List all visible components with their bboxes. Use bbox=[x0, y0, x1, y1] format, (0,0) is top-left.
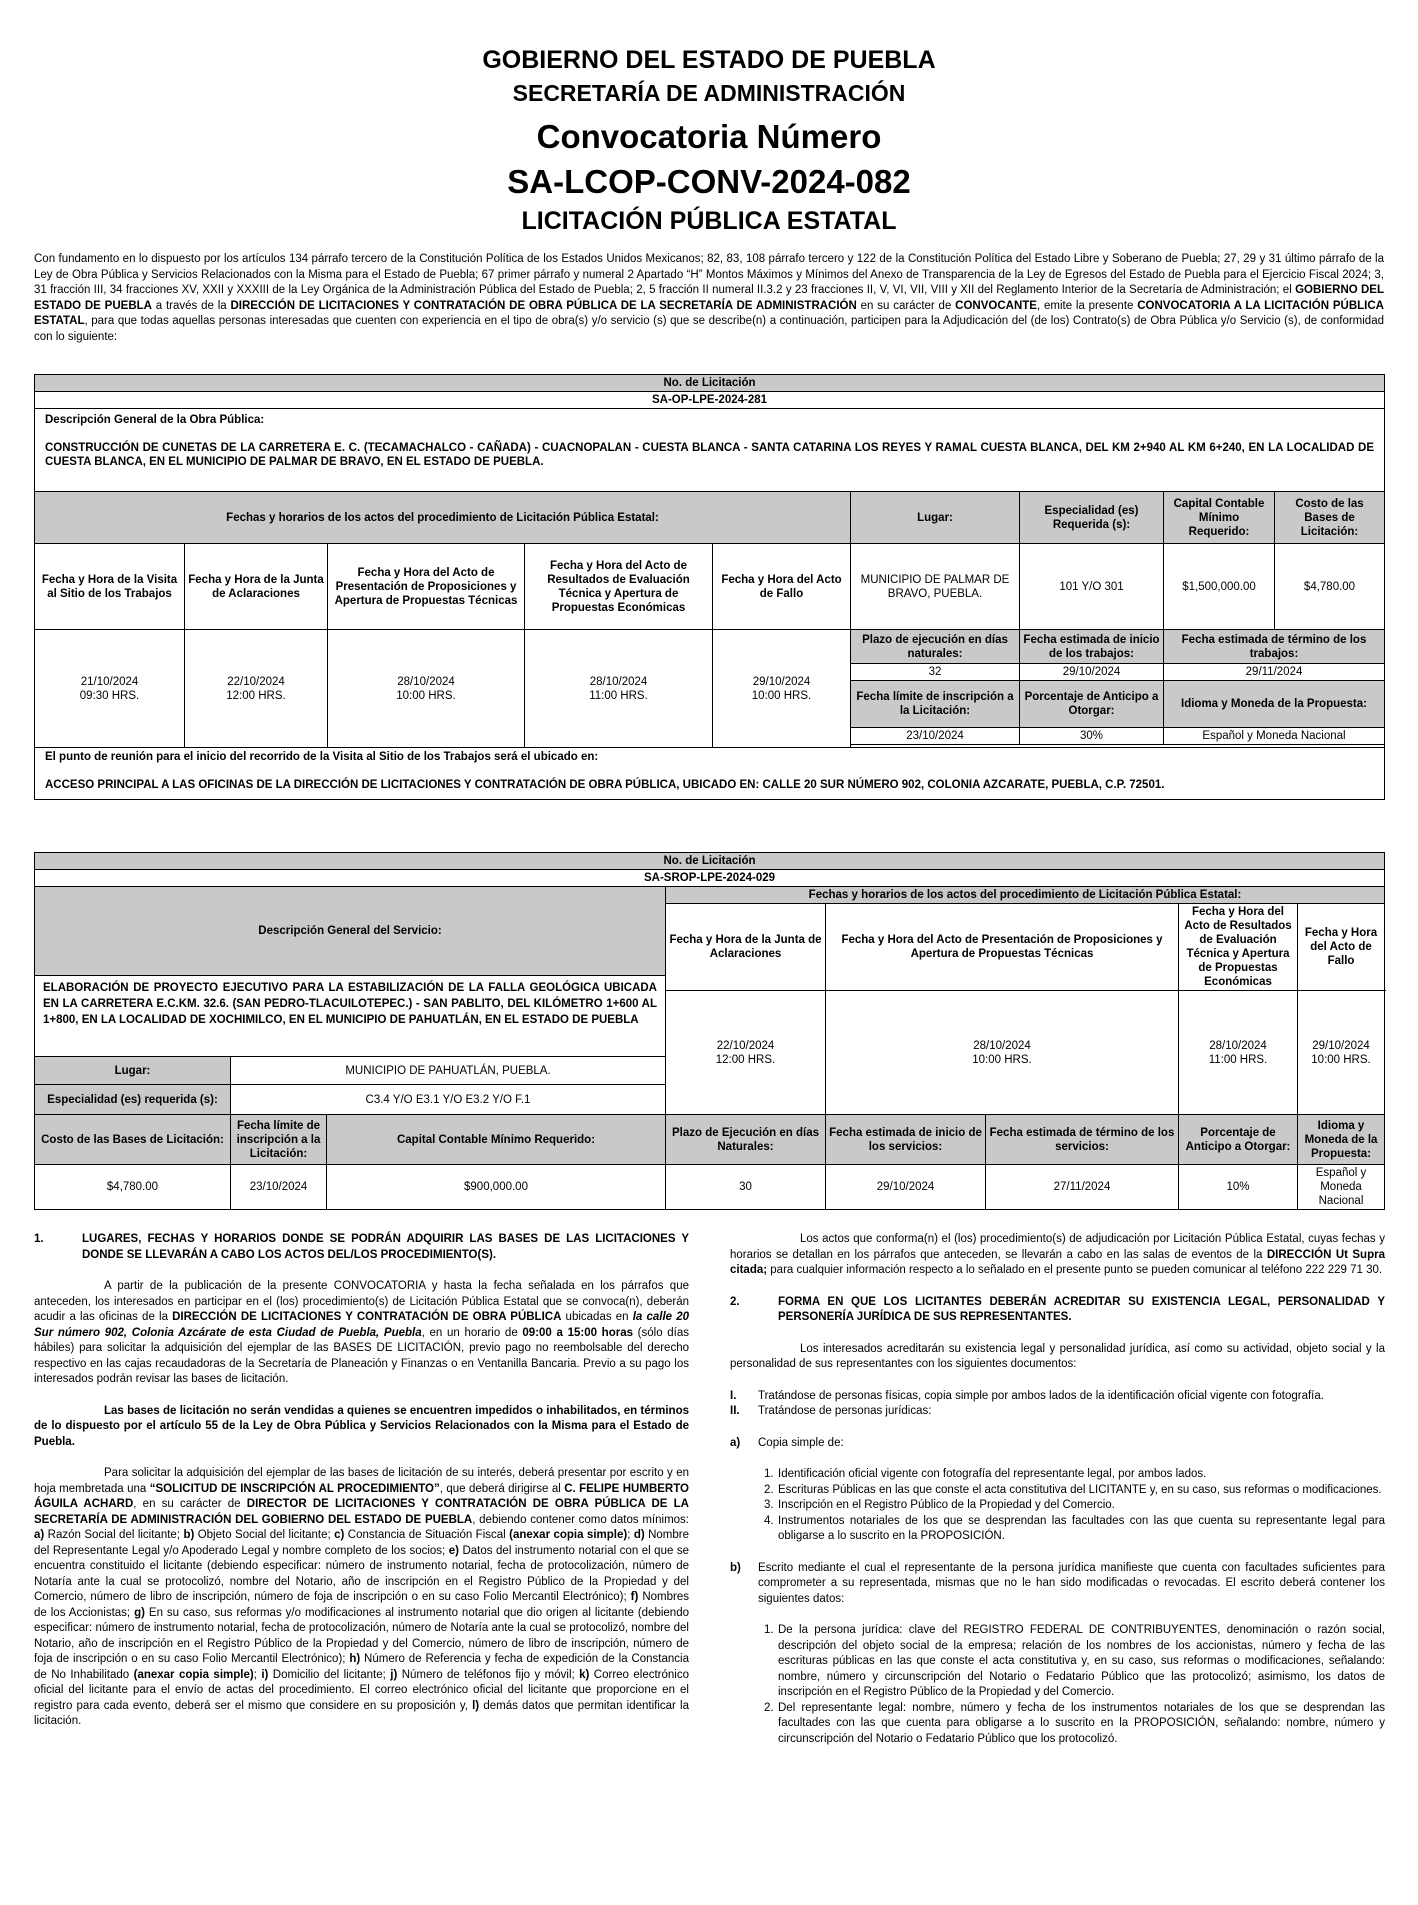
inicio-label: Fecha estimada de inicio de los trabajos: bbox=[1020, 630, 1164, 664]
inicio-value: 29/10/2024 bbox=[826, 1165, 986, 1210]
punto-reunion-label: El punto de reunión para el inicio del recorrido de la Visita al Sitio de los Trabajos será el ubicado en: bbox=[45, 751, 599, 763]
item-a-4: 4. Instrumentos notariales de los que se desprendan las facultades con las que cuenta su representante legal para obligarse a lo suscrito en la PROPOSICIÓN. bbox=[764, 1514, 1385, 1542]
limite-label: Fecha límite de inscripción a la Licitación: bbox=[851, 681, 1020, 728]
section-1-paragraph-2: Las bases de licitación no serán vendidas a quienes se encuentren impedidos o inhabilitados, en términos de lo dispuesto por el artículo 55 de la Ley de Obra Pública y Servicios Relacionados con la Misma para el Estado de Puebla. bbox=[34, 1404, 689, 1448]
body-left-column bbox=[34, 1232, 689, 1730]
intro-paragraph: Con fundamento en lo dispuesto por los artículos 134 párrafo tercero de la Constitución Política de los Estados Unidos Mexicanos; 82, 83, 108 párrafo tercero y 122 de la Constitución Política del Estado Libre y Soberano de Puebla; 27, 29 y 31 último párrafo de la Ley de Obra Pública y Servicios Relacionados con la Misma para el Estado de Puebla; 67 primer párrafo y numeral 2 Apartado “H” Montos Máximos y Mínimos del Anexo de Transparencia de la Ley de Egresos del Estado de Puebla para el Ejercicio Fiscal 2024; 3, 31 fracción III, 34 fracciones XV, XXII y XXXIII de la Ley Orgánica de la Administración Pública del Estado de Puebla; 2, 5 fracción II numeral II.3.2 y 23 fracciones II, V, VI, VII, VIII y XII del Reglamento Interior de la Secretaría de Administración; el GOBIERNO DEL ESTADO DE PUEBLA a través de la DIRECCIÓN DE LICITACIONES Y CONTRATACIÓN DE OBRA PÚBLICA DE LA SECRETARÍA DE ADMINISTRACIÓN en su carácter de CONVOCANTE, emite la presente CONVOCATORIA A LA LICITACIÓN PÚBLICA ESTATAL, para que todas aquellas personas interesadas que cuenten con experiencia en el tipo de obra(s) y/o servicio (s) que se describe(n) a continuación, participen para la Adjudicación del (de los) Contrato(s) de Obra Pública y/o Servicio (s), de conformidad con lo siguiente: bbox=[34, 253, 1385, 343]
section-1-title: 1. LUGARES, FECHAS Y HORARIOS DONDE SE PODRÁN ADQUIRIR LAS BASES DE LAS LICITACIONES Y DONDE SE LLEVARÁN A CABO LOS ACTOS DEL/LOS PROCEDIMIENTO(S). bbox=[34, 1233, 689, 1261]
header-convocatoria-label: Convocatoria Número bbox=[536, 118, 882, 155]
item-b-2: 2. Del representante legal: nombre, número y fecha de los instrumentos notariales de los que se desprendan las facultades con las que cuenta para obligarse a lo suscrito en la PROPOSICIÓN, señalando: nombre, número y circunscripción del Notario o Fedatario Público que los protocolizó. bbox=[764, 1701, 1385, 1745]
item-a-3: 3. Inscripción en el Registro Público de la Propiedad y del Comercio. bbox=[764, 1499, 1115, 1511]
limite-label: Fecha límite de inscripción a la Licitación: bbox=[231, 1115, 327, 1165]
visita-datetime: 21/10/2024 09:30 HRS. bbox=[35, 630, 185, 748]
idioma-label: Idioma y Moneda de la Propuesta: bbox=[1164, 681, 1385, 728]
col-resultados-header: Fecha y Hora del Acto de Resultados de Evaluación Técnica y Apertura de Propuestas Económicas bbox=[1179, 904, 1298, 991]
punto-reunion-cell bbox=[35, 748, 1385, 800]
inicio-value: 29/10/2024 bbox=[1020, 664, 1164, 681]
item-i: I. Tratándose de personas físicas, copia simple por ambos lados de la identificación oficial vigente con fotografía. bbox=[730, 1389, 1324, 1402]
no-licitacion-label: No. de Licitación bbox=[35, 375, 1385, 392]
limite-value: 23/10/2024 bbox=[231, 1165, 327, 1210]
descripcion-label: Descripción General de la Obra Pública: bbox=[45, 414, 265, 426]
col-visita-header: Fecha y Hora de la Visita al Sitio de los Trabajos bbox=[35, 544, 185, 630]
section-2-paragraph-1: Los interesados acreditarán su existencia legal y personalidad jurídica, así como su actividad, objeto social y la personalidad de sus representantes con los siguientes documentos: bbox=[730, 1342, 1385, 1370]
limite-value: 23/10/2024 bbox=[851, 728, 1020, 745]
section-1-paragraph-3: Para solicitar la adquisición del ejemplar de las bases de licitación de su interés, deberá presentar por escrito y en hoja membretada una “SOLICITUD DE INSCRIPCIÓN AL PROCEDIMIENTO”, que deberá dirigirse al C. FELIPE HUMBERTO ÁGUILA ACHARD, en su carácter de DIRECTOR DE LICITACIONES Y CONTRATACIÓN DE OBRA PÚBLICA DE LA SECRETARÍA DE ADMINISTRACIÓN DEL GOBIERNO DEL ESTADO DE PUEBLA, debiendo contener como datos mínimos: a) Razón Social del licitante; b) Objeto Social del licitante; c) Constancia de Situación Fiscal (anexar copia simple); d) Nombre del Representante Legal y/o Apoderado Legal y nombre completo de los socios; e) Datos del instrumento notarial con el que se encuentra constituido el licitante (debiendo especificar: número de instrumento notarial, fecha de protocolización, número de Notaría ante la cual se protocolizó, nombre del Notario, año de inscripción en el Registro Público de la Propiedad y del Comercio, número de libro de inscripción, número de foja de inscripción o en su caso Folio Mercantil Electrónico); f) Nombres de los Accionistas; g) En su caso, sus reformas y/o modificaciones al instrumento notarial que dio origen al licitante (debiendo especificar: número de instrumento notarial, fecha de protocolización, número de Notaría ante la cual se protocolizó, nombre del Notario, año de inscripción en el Registro Público de la Propiedad y del Comercio, número de libro de inscripción, número de foja de inscripción o en su caso Folio Mercantil Electrónico); h) Número de Referencia y fecha de expedición de la Constancia de No Inhabilitado (anexar copia simple); i) Domicilio del licitante; j) Número de teléfonos fijo y móvil; k) Correo electrónico oficial del licitante para el envío de actas del procedimiento. El correo electrónico oficial del licitante que proporcione en el registro para cada evento, deberá ser el mismo que considere en su proposición y, l) demás datos que permitan identificar la licitación. bbox=[34, 1467, 690, 1727]
termino-value: 27/11/2024 bbox=[986, 1165, 1179, 1210]
no-licitacion-value: SA-OP-LPE-2024-281 bbox=[35, 392, 1385, 409]
licitacion-table-servicio bbox=[34, 852, 1385, 1210]
descripcion-value: ELABORACIÓN DE PROYECTO EJECUTIVO PARA LA ESTABILIZACIÓN DE LA FALLA GEOLÓGICA UBICADA EN LA CARRETERA E.C.KM. 32.6. (SAN PEDRO-TLACUILOTEPEC.) - SAN PABLITO, DEL KILÓMETRO 1+600 AL 1+800, EN LA LOCALIDAD DE XOCHIMILCO, EN EL MUNICIPIO DE PAHUATLÁN, EN EL ESTADO DE PUEBLA bbox=[35, 976, 666, 1057]
plazo-label: Plazo de ejecución en días naturales: bbox=[851, 630, 1020, 664]
lugar-label: Lugar: bbox=[851, 492, 1020, 544]
capital-label: Capital Contable Mínimo Requerido: bbox=[327, 1115, 666, 1165]
plazo-value: 32 bbox=[851, 664, 1020, 681]
no-licitacion-label: No. de Licitación bbox=[35, 853, 1385, 870]
col-junta-header: Fecha y Hora de la Junta de Aclaraciones bbox=[185, 544, 328, 630]
section-1-paragraph-4: Los actos que conforma(n) el (los) procedimiento(s) de adjudicación por Licitación Pública Estatal, cuyas fechas y horarios se detallan en los párrafos que anteceden, se llevarán a cabo en las salas de eventos de la DIRECCIÓN Ut Supra citada; para cualquier información respecto a lo señalado en el presente punto se pueden comunicar al teléfono 222 229 71 30. bbox=[730, 1233, 1385, 1276]
item-a: a) Copia simple de: bbox=[730, 1436, 844, 1449]
anticipo-value: 30% bbox=[1020, 728, 1164, 745]
body-right-column bbox=[730, 1232, 1385, 1747]
termino-value: 29/11/2024 bbox=[1164, 664, 1385, 681]
resultados-datetime: 28/10/2024 11:00 HRS. bbox=[1179, 991, 1298, 1115]
item-b: b) Escrito mediante el cual el representante de la persona jurídica manifieste que cuenta con facultades suficientes para comprometer a su representada, mismas que no le han sido modificadas o revocadas. El escrito deberá contener los siguientes datos: bbox=[730, 1561, 1385, 1605]
lugar-value: MUNICIPIO DE PALMAR DE BRAVO, PUEBLA. bbox=[851, 544, 1020, 630]
header-secretariat: SECRETARÍA DE ADMINISTRACIÓN bbox=[512, 80, 906, 106]
lugar-label: Lugar: bbox=[35, 1057, 231, 1085]
plazo-label: Plazo de Ejecución en días Naturales: bbox=[666, 1115, 826, 1165]
capital-value: $900,000.00 bbox=[327, 1165, 666, 1210]
item-b-1: 1. De la persona jurídica: clave del REGISTRO FEDERAL DE CONTRIBUYENTES, denominación o razón social, descripción del objeto social de la empresa; relación de los nombres de los accionistas, número y fecha de las escrituras públicas en las que conste el acta constitutiva y, en su caso, sus reformas o modificaciones, señalando: nombre, número y circunscripción del Notario o Fedatario Público que las protocolizó; asimismo, los datos de inscripción en el Registro Público de la Propiedad y del Comercio. bbox=[764, 1624, 1385, 1698]
descripcion-label: Descripción General del Servicio: bbox=[35, 887, 666, 976]
costo-label: Costo de las Bases de Licitación: bbox=[1275, 492, 1385, 544]
punto-reunion-value: ACCESO PRINCIPAL A LAS OFICINAS DE LA DIRECCIÓN DE LICITACIONES Y CONTRATACIÓN DE OBRA PÚBLICA, UBICADO EN: CALLE 20 SUR NÚMERO 902, COLONIA AZCARATE, PUEBLA, C.P. 72501. bbox=[45, 779, 1165, 791]
costo-label: Costo de las Bases de Licitación: bbox=[35, 1115, 231, 1165]
anticipo-label: Porcentaje de Anticipo a Otorgar: bbox=[1179, 1115, 1298, 1165]
header-government: GOBIERNO DEL ESTADO DE PUEBLA bbox=[482, 46, 936, 74]
lugar-value: MUNICIPIO DE PAHUATLÁN, PUEBLA. bbox=[231, 1057, 666, 1085]
col-fallo-header: Fecha y Hora del Acto de Fallo bbox=[1298, 904, 1385, 991]
especialidad-value: 101 Y/O 301 bbox=[1020, 544, 1164, 630]
junta-datetime: 22/10/2024 12:00 HRS. bbox=[185, 630, 328, 748]
item-a-1: 1. Identificación oficial vigente con fotografía del representante legal, por ambos lados. bbox=[764, 1468, 1207, 1480]
item-a-2: 2. Escrituras Públicas en las que conste el acta constitutiva del LICITANTE y, en su caso, sus reformas o modificaciones. bbox=[764, 1483, 1382, 1496]
anticipo-label: Porcentaje de Anticipo a Otorgar: bbox=[1020, 681, 1164, 728]
especialidad-value: C3.4 Y/O E3.1 Y/O E3.2 Y/O F.1 bbox=[231, 1085, 666, 1115]
section-1-paragraph-1: A partir de la publicación de la presente CONVOCATORIA y hasta la fecha señalada en los párrafos que anteceden, los interesados en participar en el (los) procedimiento(s) de Licitación Pública Estatal que se convoca(n), deberán acudir a las oficinas de la DIRECCIÓN DE LICITACIONES Y CONTRATACIÓN DE OBRA PÚBLICA ubicadas en la calle 20 Sur número 902, Colonia Azcárate de esta Ciudad de Puebla, Puebla, en un horario de 09:00 a 15:00 horas (sólo días hábiles) para solicitar la adquisición del ejemplar de las BASES DE LICITACIÓN, previo pago no reembolsable del derecho respectivo en las cajas recaudadoras de la Secretaría de Planeación y Finanzas o en Ventanilla Bancaria. Previo a su pago los interesados podrán revisar las bases de licitación. bbox=[34, 1280, 690, 1385]
costo-value: $4,780.00 bbox=[1275, 544, 1385, 630]
col-fallo-header: Fecha y Hora del Acto de Fallo bbox=[713, 544, 851, 630]
col-presentacion-header: Fecha y Hora del Acto de Presentación de Proposiciones y Apertura de Propuestas Técnicas bbox=[826, 904, 1179, 991]
junta-datetime: 22/10/2024 12:00 HRS. bbox=[666, 991, 826, 1115]
inicio-label: Fecha estimada de inicio de los servicios: bbox=[826, 1115, 986, 1165]
idioma-value: Español y Moneda Nacional bbox=[1164, 728, 1385, 745]
col-junta-header: Fecha y Hora de la Junta de Aclaraciones bbox=[666, 904, 826, 991]
fallo-datetime: 29/10/2024 10:00 HRS. bbox=[1298, 991, 1385, 1115]
termino-label: Fecha estimada de término de los trabajos: bbox=[1164, 630, 1385, 664]
header-licitacion-type: LICITACIÓN PÚBLICA ESTATAL bbox=[521, 207, 897, 235]
fechas-header: Fechas y horarios de los actos del procedimiento de Licitación Pública Estatal: bbox=[666, 887, 1385, 904]
presentacion-datetime: 28/10/2024 10:00 HRS. bbox=[328, 630, 525, 748]
descripcion-value: CONSTRUCCIÓN DE CUNETAS DE LA CARRETERA E. C. (TECAMACHALCO - CAÑADA) - CUACNOPALAN - CUESTA BLANCA - SANTA CATARINA LOS REYES Y RAMAL CUESTA BLANCA, DEL KM 2+940 AL KM 6+240, EN LA LOCALIDAD DE CUESTA BLANCA, EN EL MUNICIPIO DE PALMAR DE BRAVO, EN EL ESTADO DE PUEBLA. bbox=[45, 442, 1375, 468]
especialidad-label: Especialidad (es) Requerida (s): bbox=[1020, 492, 1164, 544]
fallo-datetime: 29/10/2024 10:00 HRS. bbox=[713, 630, 851, 748]
idioma-label: Idioma y Moneda de la Propuesta: bbox=[1298, 1115, 1385, 1165]
termino-label: Fecha estimada de término de los servicios: bbox=[986, 1115, 1179, 1165]
header-convocatoria-number: SA-LCOP-CONV-2024-082 bbox=[507, 163, 911, 200]
col-resultados-header: Fecha y Hora del Acto de Resultados de Evaluación Técnica y Apertura de Propuestas Económicas bbox=[525, 544, 713, 630]
fechas-header: Fechas y horarios de los actos del procedimiento de Licitación Pública Estatal: bbox=[35, 492, 851, 544]
anticipo-value: 10% bbox=[1179, 1165, 1298, 1210]
capital-value: $1,500,000.00 bbox=[1164, 544, 1275, 630]
item-ii: II. Tratándose de personas jurídicas: bbox=[730, 1405, 932, 1417]
no-licitacion-value: SA-SROP-LPE-2024-029 bbox=[35, 870, 1385, 887]
col-presentacion-header: Fecha y Hora del Acto de Presentación de Proposiciones y Apertura de Propuestas Técnicas bbox=[328, 544, 525, 630]
especialidad-label: Especialidad (es) requerida (s): bbox=[35, 1085, 231, 1115]
plazo-value: 30 bbox=[666, 1165, 826, 1210]
capital-label: Capital Contable Mínimo Requerido: bbox=[1164, 492, 1275, 544]
idioma-value: Español y Moneda Nacional bbox=[1298, 1165, 1385, 1210]
descripcion-cell bbox=[35, 409, 1385, 492]
section-2-title: 2. FORMA EN QUE LOS LICITANTES DEBERÁN ACREDITAR SU EXISTENCIA LEGAL, PERSONALIDAD Y PERSONERÍA JURÍDICA DE SUS REPRESENTANTES. bbox=[730, 1295, 1385, 1323]
presentacion-datetime: 28/10/2024 10:00 HRS. bbox=[826, 991, 1179, 1115]
costo-value: $4,780.00 bbox=[35, 1165, 231, 1210]
resultados-datetime: 28/10/2024 11:00 HRS. bbox=[525, 630, 713, 748]
licitacion-table-obra bbox=[34, 374, 1385, 800]
